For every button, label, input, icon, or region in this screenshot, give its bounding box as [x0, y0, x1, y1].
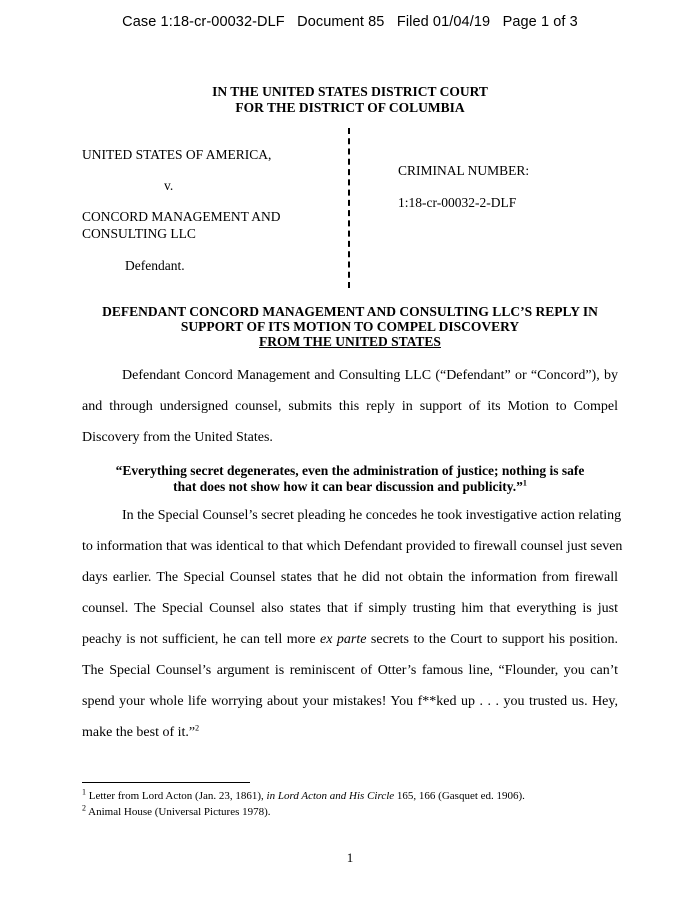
intro-line-1: Defendant Concord Management and Consulting LLC (“Defendant” or “Concord”), by: [122, 368, 618, 383]
footnote-ref-2[interactable]: 2: [195, 723, 200, 733]
argument-line-2: to information that was identical to that which Defendant provided to firewall counsel just seven: [82, 539, 623, 554]
filed-date: Filed 01/04/19: [396, 14, 491, 30]
argument-line-1: In the Special Counsel’s secret pleading he concedes he took investigative action relating: [122, 508, 622, 523]
footnote-ref-1[interactable]: 1: [522, 478, 527, 488]
criminal-number-label: CRIMINAL NUMBER:: [398, 163, 530, 178]
caption-defendant-line-2: CONSULTING LLC: [82, 226, 196, 241]
caption-versus: v.: [164, 178, 174, 193]
argument-line-8: [82, 725, 618, 741]
quote-line-1: “Everything secret degenerates, even the administration of justice; nothing is safe: [115, 463, 585, 478]
document-number: Document 85: [297, 14, 385, 30]
argument-line-5-a: peachy is not sufficient, he can tell more: [82, 632, 320, 647]
footnote-1-text-b: 165, 166 (Gasquet ed. 1906).: [394, 790, 525, 802]
footnote-1-text-a: Letter from Lord Acton (Jan. 23, 1861),: [88, 790, 267, 802]
quote-line-2-text: that does not show how it can bear discussion and publicity.”: [173, 479, 523, 494]
caption-defendant-role: Defendant.: [125, 258, 185, 273]
case-number: Case 1:18-cr-00032-DLF: [122, 14, 285, 30]
intro-line-3: Discovery from the United States.: [82, 430, 273, 445]
criminal-number: 1:18-cr-00032-2-DLF: [398, 195, 517, 210]
caption-defendant-line-1: CONCORD MANAGEMENT AND: [82, 209, 281, 224]
intro-line-2: and through undersigned counsel, submits this reply in support of its Motion to Compel: [82, 399, 618, 414]
title-line-1: DEFENDANT CONCORD MANAGEMENT AND CONSULTING LLC’S REPLY IN: [102, 304, 598, 319]
argument-line-7: spend your whole life worrying about your mistakes! You f**ked up . . . you trusted us. Hey,: [82, 694, 618, 709]
footnote-2-number: 2: [82, 803, 86, 813]
filing-header: [0, 14, 700, 30]
footnote-1-italic: in Lord Acton and His Circle: [266, 790, 395, 802]
footnote-2-text: Animal House (Universal Pictures 1978).: [88, 806, 271, 818]
footnote-rule: [82, 782, 250, 783]
page-indicator: Page 1 of 3: [502, 14, 578, 30]
argument-line-8-text: make the best of it.”: [82, 725, 196, 740]
block-quote: [0, 463, 700, 495]
argument-line-5-b: secrets to the Court to support his position.: [366, 632, 618, 647]
court-line-1: IN THE UNITED STATES DISTRICT COURT: [212, 84, 488, 99]
quote-line-2: [0, 479, 700, 495]
document-title: [0, 304, 700, 349]
argument-line-6: The Special Counsel’s argument is reminiscent of Otter’s famous line, “Flounder, you can’t: [82, 663, 618, 678]
title-line-2: SUPPORT OF ITS MOTION TO COMPEL DISCOVERY: [180, 319, 520, 334]
argument-line-4: counsel. The Special Counsel also states that if simply trusting him that everything is just: [82, 601, 618, 616]
caption-plaintiff: UNITED STATES OF AMERICA,: [82, 147, 272, 162]
page-number: 1: [346, 850, 354, 865]
footnote-1: [82, 787, 525, 802]
argument-line-5-italic: ex parte: [320, 632, 367, 647]
footnote-1-number: 1: [82, 787, 86, 797]
court-name: [0, 84, 700, 116]
court-line-2: FOR THE DISTRICT OF COLUMBIA: [235, 100, 465, 115]
argument-line-3: days earlier. The Special Counsel states that he did not obtain the information from firewall: [82, 570, 618, 585]
footnote-2: [82, 803, 271, 818]
title-line-3: FROM THE UNITED STATES: [259, 334, 441, 349]
argument-line-5: [82, 632, 618, 648]
caption-divider: [348, 128, 350, 288]
